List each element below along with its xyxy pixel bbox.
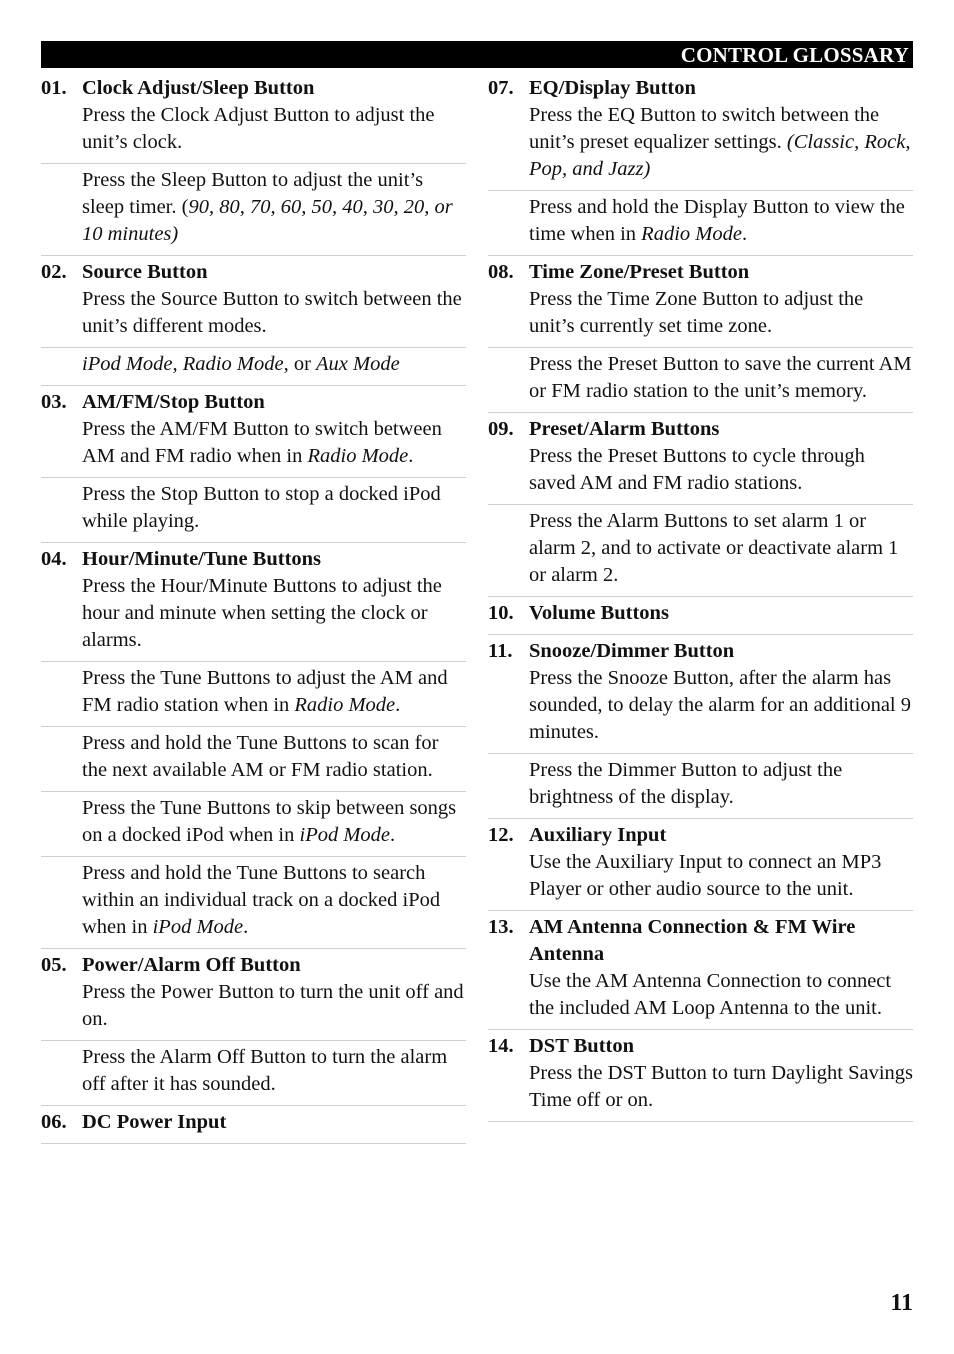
entry-10	[488, 597, 913, 635]
entry-description: Press and hold the Display Button to view the time when in Radio Mode.	[529, 196, 905, 245]
entry-04	[41, 543, 466, 662]
entry-description: Press the Alarm Off Button to turn the alarm off after it has sounded.	[82, 1046, 448, 1095]
entry-title: Source Button	[82, 261, 208, 283]
entry-04-detail	[41, 727, 466, 792]
entry-title: Snooze/Dimmer Button	[529, 640, 735, 662]
entry-number: 10.	[488, 602, 514, 624]
entry-description: Use the Auxiliary Input to connect an MP3 Player or other audio source to the unit.	[529, 851, 882, 900]
entry-title: Preset/Alarm Buttons	[529, 418, 720, 440]
page-number: 11	[890, 1290, 913, 1316]
entry-number: 04.	[41, 548, 67, 570]
entry-13	[488, 911, 913, 1030]
entry-02-detail	[41, 348, 466, 386]
entry-01	[41, 72, 466, 164]
entry-description: Press the Snooze Button, after the alarm has sounded, to delay the alarm for an additional 9 minutes.	[529, 667, 911, 743]
entry-description: Press the EQ Button to switch between the unit’s preset equalizer settings. (Classic, Rock, Pop, and Jazz)	[529, 104, 911, 180]
entry-11	[488, 635, 913, 754]
entry-description: Press the AM/FM Button to switch between AM and FM radio when in Radio Mode.	[82, 418, 442, 467]
entry-04-detail	[41, 792, 466, 857]
entry-title: Time Zone/Preset Button	[529, 261, 750, 283]
entry-description: Press the Time Zone Button to adjust the unit’s currently set time zone.	[529, 288, 864, 337]
entry-title: Auxiliary Input	[529, 824, 667, 846]
entry-number: 13.	[488, 916, 514, 938]
entry-number: 05.	[41, 954, 67, 976]
entry-description: Press the Source Button to switch between the unit’s different modes.	[82, 288, 462, 337]
entry-description: Press and hold the Tune Buttons to scan for the next available AM or FM radio station.	[82, 732, 439, 781]
entry-title: Power/Alarm Off Button	[82, 954, 301, 976]
entry-title: AM Antenna Connection & FM Wire Antenna	[529, 916, 856, 965]
entry-description: Press the Alarm Buttons to set alarm 1 or alarm 2, and to activate or deactivate alarm 1 or alarm 2.	[529, 510, 899, 586]
entry-number: 09.	[488, 418, 514, 440]
entry-description: Press the Dimmer Button to adjust the brightness of the display.	[529, 759, 843, 808]
entry-number: 02.	[41, 261, 67, 283]
entry-description: Use the AM Antenna Connection to connect the included AM Loop Antenna to the unit.	[529, 970, 892, 1019]
entry-07	[488, 72, 913, 191]
entry-number: 01.	[41, 77, 67, 99]
entry-title: Volume Buttons	[529, 602, 669, 624]
entry-description: Press the Stop Button to stop a docked iPod while playing.	[82, 483, 441, 532]
entry-03-detail	[41, 478, 466, 543]
entry-01-detail	[41, 164, 466, 256]
entry-description: Press the Tune Buttons to skip between songs on a docked iPod when in iPod Mode.	[82, 797, 457, 846]
entry-09-detail	[488, 505, 913, 597]
entry-number: 03.	[41, 391, 67, 413]
entry-05-detail	[41, 1041, 466, 1106]
entry-number: 14.	[488, 1035, 514, 1057]
entry-description: Press the Clock Adjust Button to adjust the unit’s clock.	[82, 104, 435, 153]
entry-05	[41, 949, 466, 1041]
entry-04-detail	[41, 662, 466, 727]
page-title: CONTROL GLOSSARY	[680, 43, 909, 67]
entry-08	[488, 256, 913, 348]
entry-number: 08.	[488, 261, 514, 283]
left-column	[41, 72, 466, 1144]
header-bar	[41, 41, 913, 68]
entry-08-detail	[488, 348, 913, 413]
right-column	[488, 72, 913, 1122]
entry-title: EQ/Display Button	[529, 77, 696, 99]
entry-09	[488, 413, 913, 505]
entry-number: 11.	[488, 640, 513, 662]
entry-title: DST Button	[529, 1035, 635, 1057]
entry-04-detail	[41, 857, 466, 949]
entry-description: Press the Preset Buttons to cycle through saved AM and FM radio stations.	[529, 445, 865, 494]
entry-description: Press the Tune Buttons to adjust the AM and FM radio station when in Radio Mode.	[82, 667, 448, 716]
entry-description: Press the DST Button to turn Daylight Savings Time off or on.	[529, 1062, 914, 1111]
entry-number: 06.	[41, 1111, 67, 1133]
mode-list: iPod Mode, Radio Mode, or Aux Mode	[82, 353, 400, 375]
entry-06	[41, 1106, 466, 1144]
entry-03	[41, 386, 466, 478]
entry-11-detail	[488, 754, 913, 819]
entry-14	[488, 1030, 913, 1122]
entry-title: AM/FM/Stop Button	[82, 391, 265, 413]
entry-description: Press the Sleep Button to adjust the unit’s sleep timer. (90, 80, 70, 60, 50, 40, 30, 20, or 10 minutes)	[82, 169, 453, 245]
entry-number: 07.	[488, 77, 514, 99]
entry-12	[488, 819, 913, 911]
entry-07-detail	[488, 191, 913, 256]
entry-title: Clock Adjust/Sleep Button	[82, 77, 315, 99]
entry-title: Hour/Minute/Tune Buttons	[82, 548, 322, 570]
entry-description: Press the Preset Button to save the current AM or FM radio station to the unit’s memory.	[529, 353, 912, 402]
entry-description: Press the Power Button to turn the unit off and on.	[82, 981, 464, 1030]
entry-02	[41, 256, 466, 348]
entry-description: Press the Hour/Minute Buttons to adjust the hour and minute when setting the clock or alarms.	[82, 575, 442, 651]
entry-title: DC Power Input	[82, 1111, 227, 1133]
entry-description: Press and hold the Tune Buttons to search within an individual track on a docked iPod when in iPod Mode.	[82, 862, 441, 938]
entry-number: 12.	[488, 824, 514, 846]
